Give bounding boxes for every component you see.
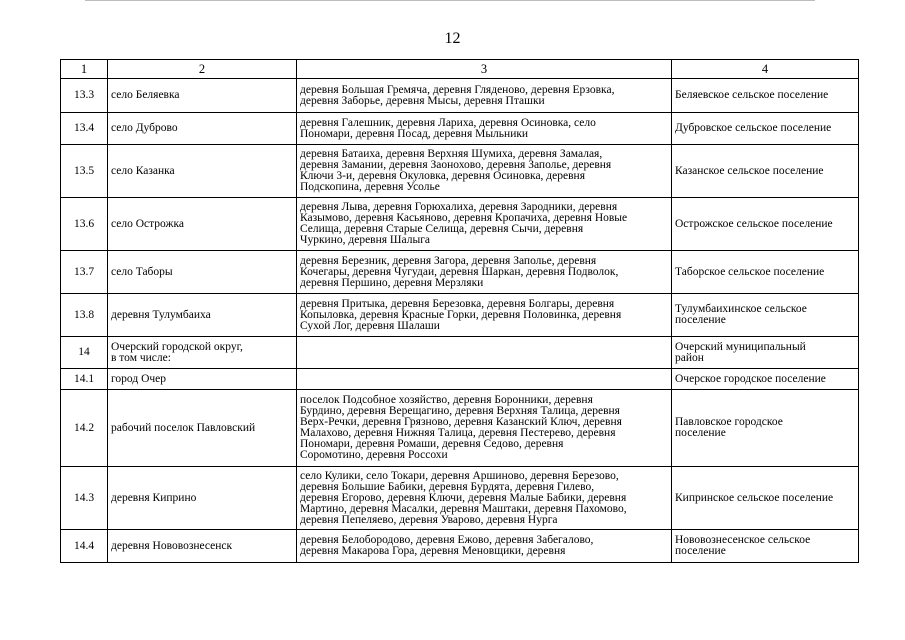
settlement-name <box>108 390 297 467</box>
page-number: 12 <box>444 30 461 47</box>
villages-list <box>297 467 672 530</box>
settlement-name <box>108 145 297 198</box>
municipality-name <box>672 251 859 294</box>
settlement-name-text: деревня Тулумбаиха <box>111 308 211 321</box>
row-number: 14 <box>61 337 108 369</box>
table-row <box>61 198 859 251</box>
municipality-name-text: Острожское сельское поселение <box>675 217 833 230</box>
settlements-table <box>60 59 859 563</box>
villages-list <box>297 369 672 390</box>
villages-list <box>297 198 672 251</box>
municipality-name <box>672 79 859 113</box>
villages-list <box>297 79 672 113</box>
villages-list <box>297 145 672 198</box>
villages-list <box>297 294 672 337</box>
municipality-name-text: Таборское сельское поселение <box>675 265 825 278</box>
municipality-name <box>672 145 859 198</box>
row-number: 13.3 <box>61 79 108 113</box>
villages-list-text: деревня Батаиха, деревня Верхняя Шумиха, деревня Замалая, деревня Замании, деревня Заонохово, деревня Заполье, деревня Ключи 3-и, деревня Окуловка, деревня Осиновка, деревня Подскопина, деревня Усолье <box>300 148 612 193</box>
municipality-name <box>672 369 859 390</box>
villages-list-text: деревня Галешник, деревня Лариха, деревня Осиновка, село Пономари, деревня Посад, деревня Мыльники <box>300 116 596 140</box>
villages-list <box>297 337 672 369</box>
table-row <box>61 251 859 294</box>
municipality-name-text: Кипринское сельское поселение <box>675 491 834 504</box>
settlement-name <box>108 467 297 530</box>
settlement-name-text: город Очер <box>111 372 167 385</box>
table-header-row <box>61 60 859 79</box>
municipality-name-text: Очерский муниципальный район <box>675 340 806 364</box>
settlement-name <box>108 337 297 369</box>
table-row <box>61 467 859 530</box>
settlement-name <box>108 369 297 390</box>
row-number: 14.2 <box>61 390 108 467</box>
row-number: 13.8 <box>61 294 108 337</box>
header-col-3: 3 <box>297 60 672 79</box>
settlement-name <box>108 294 297 337</box>
settlement-name-text: Очерский городской округ, в том числе: <box>111 340 243 364</box>
villages-list <box>297 390 672 467</box>
settlement-name <box>108 198 297 251</box>
municipality-name-text: Нововознесенское сельское поселение <box>675 534 811 557</box>
table-row <box>61 390 859 467</box>
settlement-name-text: рабочий поселок Павловский <box>111 421 256 434</box>
villages-list <box>297 113 672 145</box>
settlement-name <box>108 530 297 563</box>
table-row <box>61 337 859 369</box>
page-top-line <box>85 0 815 1</box>
municipality-name-text: Очерское городское поселение <box>675 372 826 385</box>
row-number: 14.4 <box>61 530 108 563</box>
municipality-name-text: Беляевское сельское поселение <box>675 89 829 101</box>
settlement-name-text: село Беляевка <box>111 89 180 101</box>
row-number: 14.3 <box>61 467 108 530</box>
table-row <box>61 113 859 145</box>
villages-list-text: деревня Большая Гремяча, деревня Гляденово, деревня Ерзовка, деревня Заборье, деревня Мысы, деревня Пташки <box>300 83 615 107</box>
villages-list-text: поселок Подсобное хозяйство, деревня Боронники, деревня Бурдино, деревня Верещагино, деревня Верхняя Талица, деревня Верх-Речки, деревня Грязново, деревня Казанский Ключ, деревня Малахово, деревня Нижняя Талица, деревня Пестерево, деревня Пономари, деревня Ромаши, деревня Седово, деревня Соромотино, деревня Россохи <box>300 394 622 461</box>
villages-list-text: деревня Лыва, деревня Горюхалиха, деревня Зародники, деревня Казымово, деревня Касьяново, деревня Кропачиха, деревня Новые Селища, деревня Старые Селища, деревня Сычи, деревня Чуркино, деревня Шалыга <box>300 201 628 246</box>
settlement-name <box>108 113 297 145</box>
table-row <box>61 530 859 563</box>
municipality-name-text: Дубровское сельское поселение <box>675 122 832 134</box>
row-number: 13.6 <box>61 198 108 251</box>
row-number: 13.4 <box>61 113 108 145</box>
villages-list-text: деревня Притыка, деревня Березовка, деревня Болгары, деревня Копыловка, деревня Красные Горки, деревня Половинка, деревня Сухой Лог, деревня Шалаши <box>300 297 622 332</box>
villages-list-text: село Кулики, село Токари, деревня Аршиново, деревня Березово, деревня Большие Бабики, деревня Бурдята, деревня Гилево, деревня Егорово, деревня Ключи, деревня Малые Бабики, деревня Мартино, деревня Масалки, деревня Маштаки, деревня Пахомово, деревня Пепеляево, деревня Уварово, деревня Нурга <box>300 469 627 526</box>
settlement-name-text: село Острожка <box>111 217 184 230</box>
villages-list-text: деревня Березник, деревня Загора, деревня Заполье, деревня Кочегары, деревня Чугудаи, деревня Шаркан, деревня Подволок, деревня Першино, деревня Мерзляки <box>300 254 619 289</box>
header-col-1: 1 <box>61 60 108 79</box>
municipality-name <box>672 198 859 251</box>
municipality-name <box>672 467 859 530</box>
municipality-name <box>672 337 859 369</box>
municipality-name <box>672 113 859 145</box>
header-col-2: 2 <box>108 60 297 79</box>
table-row <box>61 294 859 337</box>
municipality-name <box>672 294 859 337</box>
settlement-name-text: деревня Нововознесенск <box>111 539 233 552</box>
municipality-name <box>672 530 859 563</box>
settlement-name-text: деревня Киприно <box>111 491 197 504</box>
municipality-name-text: Павловское городское поселение <box>675 416 783 439</box>
municipality-name <box>672 390 859 467</box>
table-row <box>61 145 859 198</box>
villages-list-text: деревня Белобородово, деревня Ежово, деревня Забегалово, деревня Макарова Гора, деревня Меновщики, деревня <box>300 534 594 557</box>
header-col-4: 4 <box>672 60 859 79</box>
table-row <box>61 79 859 113</box>
settlement-name-text: село Дуброво <box>111 122 178 134</box>
row-number: 13.7 <box>61 251 108 294</box>
municipality-name-text: Казанское сельское поселение <box>675 164 824 177</box>
settlement-name <box>108 79 297 113</box>
villages-list <box>297 251 672 294</box>
villages-list <box>297 530 672 563</box>
table-row <box>61 369 859 390</box>
settlement-name-text: село Казанка <box>111 164 175 177</box>
settlement-name-text: село Таборы <box>111 265 173 278</box>
row-number: 13.5 <box>61 145 108 198</box>
settlement-name <box>108 251 297 294</box>
row-number: 14.1 <box>61 369 108 390</box>
municipality-name-text: Тулумбаихинское сельское поселение <box>675 303 807 326</box>
